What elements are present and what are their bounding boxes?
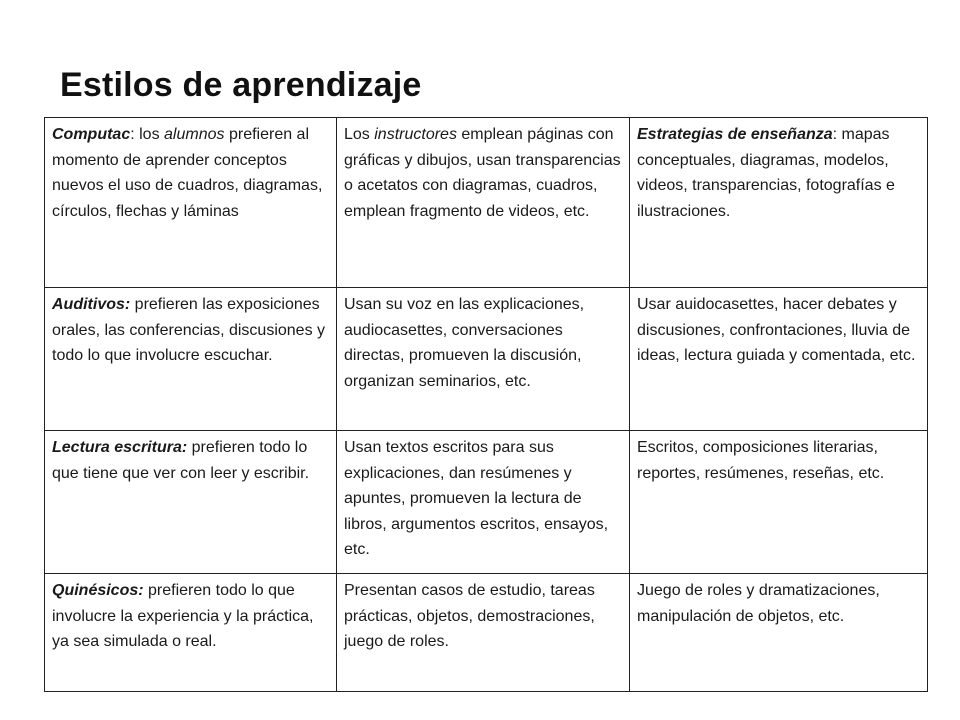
strategy-cell: Juego de roles y dramatizaciones, manipulación de objetos, etc. <box>630 574 928 692</box>
cell-text: prefieren todo lo que tiene que ver con leer y escribir. <box>52 439 310 482</box>
instructor-cell: Usan textos escritos para sus explicaciones, dan resúmenes y apuntes, promueven la lectura de libros, argumentos escritos, ensayos, etc. <box>337 431 630 574</box>
style-term: Lectura escritura: <box>52 439 188 456</box>
table-row <box>45 431 928 574</box>
instructor-cell: Usan su voz en las explicaciones, audiocasettes, conversaciones directas, promueven la discusión, organizan seminarios, etc. <box>337 288 630 431</box>
cell-text: prefieren al momento de aprender conceptos nuevos el uso de cuadros, diagramas, círculos, flechas y láminas <box>52 126 323 220</box>
table-row <box>45 574 928 692</box>
style-cell <box>45 574 337 692</box>
strategy-heading: Estrategias de enseñanza <box>637 126 833 143</box>
style-cell <box>45 431 337 574</box>
style-term: Computac <box>52 126 131 143</box>
instructor-cell <box>337 118 630 288</box>
strategy-cell <box>630 118 928 288</box>
strategy-cell: Usar auidocasettes, hacer debates y discusiones, confrontaciones, lluvia de ideas, lectura guiada y comentada, etc. <box>630 288 928 431</box>
instructor-cell: Presentan casos de estudio, tareas prácticas, objetos, demostraciones, juego de roles. <box>337 574 630 692</box>
table-row <box>45 288 928 431</box>
cell-text: prefieren todo lo que involucre la experiencia y la práctica, ya sea simulada o real. <box>52 582 314 650</box>
cell-text-italic: instructores <box>374 126 457 143</box>
table-row <box>45 118 928 288</box>
page-title: Estilos de aprendizaje <box>60 66 422 104</box>
cell-text: Los <box>344 126 375 143</box>
style-cell <box>45 118 337 288</box>
cell-text: : mapas conceptuales, diagramas, modelos, videos, transparencias, fotografías e ilustraciones. <box>637 126 895 220</box>
strategy-cell: Escritos, composiciones literarias, reportes, resúmenes, reseñas, etc. <box>630 431 928 574</box>
learning-styles-table <box>44 117 928 692</box>
cell-text: : los <box>130 126 165 143</box>
style-term: Auditivos: <box>52 296 131 313</box>
cell-text-italic: alumnos <box>164 126 225 143</box>
cell-text: prefieren las exposiciones orales, las conferencias, discusiones y todo lo que involucre escuchar. <box>52 296 326 364</box>
style-term: Quinésicos: <box>52 582 144 599</box>
style-cell <box>45 288 337 431</box>
cell-text: emplean páginas con gráficas y dibujos, usan transparencias o acetatos con diagramas, cuadros, emplean fragmento de videos, etc. <box>344 126 621 220</box>
